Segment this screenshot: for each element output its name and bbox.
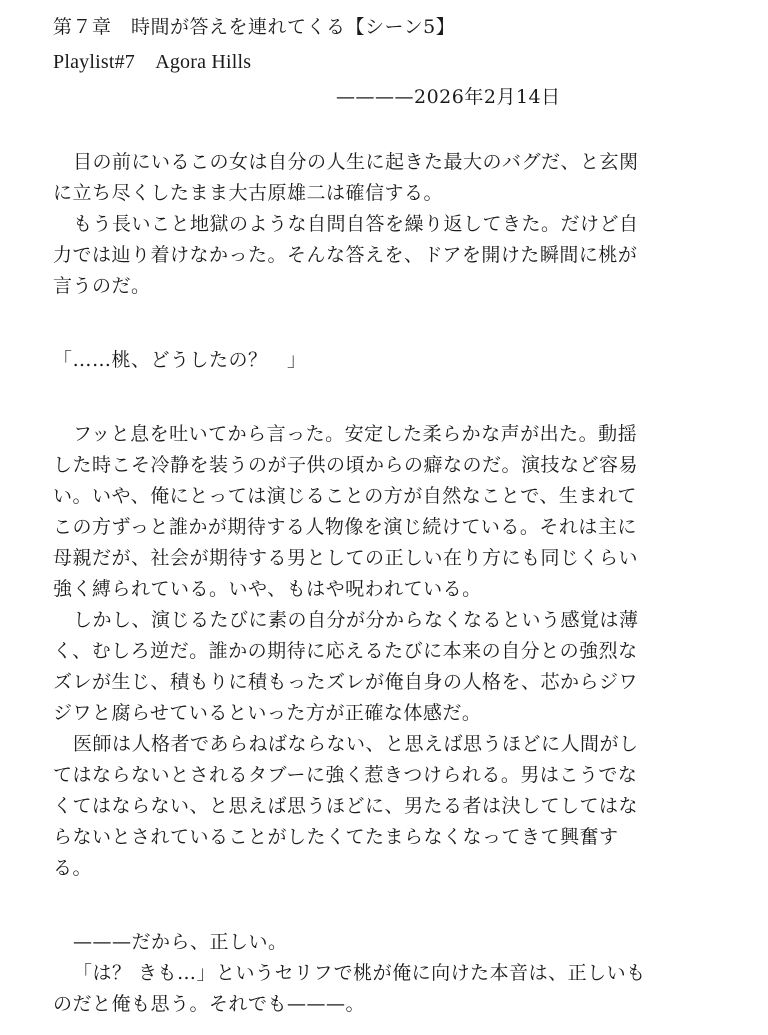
body-line: フッと息を吐いてから言った。安定した柔らかな声が出た。動揺 (73, 423, 638, 445)
body-line: 力では辿り着けなかった。そんな答えを、ドアを開けた瞬間に桃が (53, 244, 638, 266)
body-line: 強く縛られている。いや、もはや呪われている。 (53, 578, 482, 600)
body-line: る。 (53, 857, 93, 879)
body-line: もう長いこと地獄のような自問自答を繰り返してきた。だけど自 (73, 213, 639, 235)
playlist-line: Playlist#7 Agora Hills (53, 51, 252, 73)
body-line: しかし、演じるたびに素の自分が分からなくなるという感覚は薄 (73, 609, 639, 631)
body-line: らないとされていることがしたくてたまらなくなってきて興奮す (53, 826, 619, 848)
body-line: ズレが生じ、積もりに積もったズレが俺自身の人格を、芯からジワ (53, 671, 639, 693)
date-line: ————2026年2月14日 (336, 86, 561, 108)
body-line: に立ち尽くしたまま大古原雄二は確信する。 (53, 182, 444, 204)
dialogue-line: 「……桃、どうしたの？ 」 (53, 349, 307, 371)
chapter-title: 第７章 時間が答えを連れてくる【シーン5】 (53, 16, 456, 38)
dialogue-line: 「は？ きも…」というセリフで桃が俺に向けた本音は、正しいも (73, 962, 646, 984)
body-line: した時こそ冷静を装うのが子供の頃からの癖なのだ。演技など容易 (53, 454, 639, 476)
body-line: く、むしろ逆だ。誰かの期待に応えるたびに本来の自分との強烈な (53, 640, 638, 662)
body-line: 医師は人格者であらねばならない、と思えば思うほどに人間がし (73, 733, 639, 755)
body-line: 母親だが、社会が期待する男としての正しい在り方にも同じくらい (53, 547, 639, 569)
body-line: い。いや、俺にとっては演じることの方が自然なことで、生まれて (53, 485, 637, 507)
body-line: 言うのだ。 (53, 275, 151, 297)
body-line: 目の前にいるこの女は自分の人生に起きた最大のバグだ、と玄関 (73, 151, 639, 173)
body-line: のだと俺も思う。それでも———。 (53, 993, 366, 1015)
body-line: くてはならない、と思えば思うほどに、男たる者は決してしてはな (53, 795, 639, 817)
body-line: ———だから、正しい。 (73, 931, 288, 953)
body-line: ジワと腐らせているといった方が正確な体感だ。 (53, 702, 482, 724)
body-line: この方ずっと誰かが期待する人物像を演じ続けている。それは主に (53, 516, 637, 538)
body-line: てはならないとされるタブーに強く惹きつけられる。男はこうでな (53, 764, 638, 786)
